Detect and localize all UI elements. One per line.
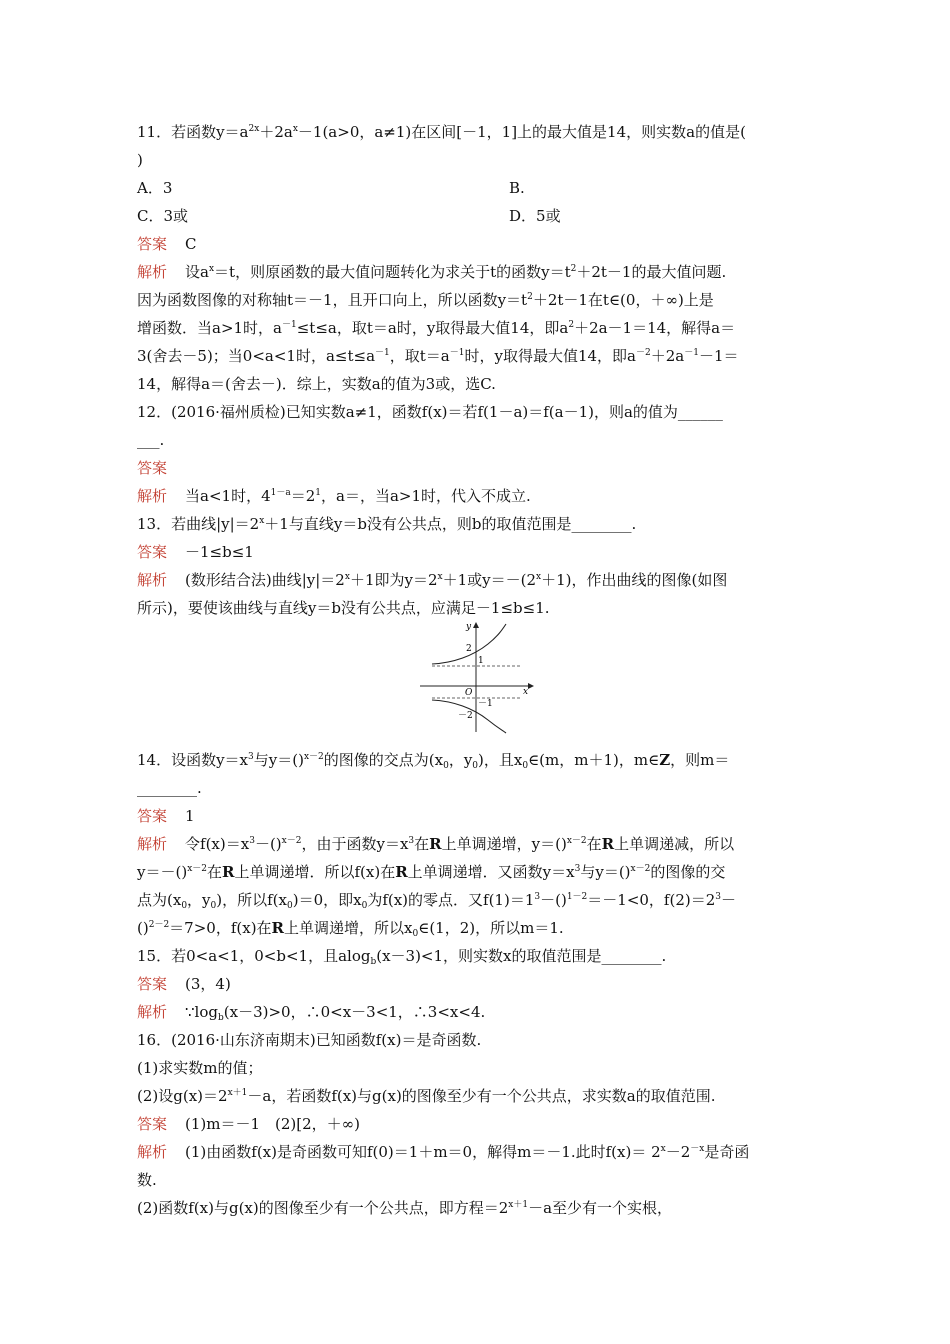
answer-label: 答案 (137, 543, 168, 561)
q16-analysis-line-1: 解析 (1)由函数f(x)是奇函数可知f(0)＝1＋m＝0，解得m＝－1.此时$f(x)= 2^x-2^{-x}$是奇函 (137, 1143, 750, 1161)
q16-part-2: (2)设$g(x)=2^{x+1}-a$，若函数f(x)与g(x)的图像至少有一个公共点，求实数a的取值范围. (137, 1087, 716, 1105)
q14-stem: 14．设函数$y=x^3$与y＝()$^{x-2}$的图像的交点为($x_0$，$y_0$)，且$x_0\in(m$，m＋1)，m∈Z，则m＝ (137, 751, 730, 771)
q11-option-b: B. (509, 179, 525, 197)
q15-answer: 答案 (3，4) (137, 975, 231, 993)
x-axis-arrow-icon (528, 683, 534, 689)
q14-answer: 答案 1 (137, 807, 195, 825)
q16-analysis-line-2: 数. (137, 1171, 157, 1189)
q14-analysis-line-3: 点为($x_0$，$y_0$)，所以$f(x_0)=0$，即$x_0$为f(x)的零点．又$f(1)=1^3-()^{1-2}=-1<0$，$f(2)=2^3-$ (137, 891, 737, 911)
q16-analysis-line-3: (2)函数f(x)与g(x)的图像至少有一个公共点，即方程$=2^{x+1}-a$至少有一个实根， (137, 1199, 673, 1217)
q14-analysis-line-4: ()$^{2-2}$＝7>0，f(x)在R上单调递增，所以$x_0\in(1$，2)，所以m＝1. (137, 919, 564, 939)
q15-stem: 15．若0<a<1，0<b<1，且alog$_b$(x－3)<1，则实数x的取值范围是________. (137, 947, 667, 967)
q14-analysis-line-1: 解析 令$f(x)=x^3-()^{x-2}$，由于函数$y=x^3$在R上单调递增，y＝()$^{x-2}$在R上单调递减，所以 (137, 835, 735, 853)
q11-analysis-line-4: 3(舍去－5)；当0<a<1时，$a\le t\le a^{-1}$，取$t=a^{-1}$时，y取得最大值14，即$a^{-2}+2a^{-1}-1=$ (137, 347, 739, 365)
q12-stem: 12．(2016·福州质检)已知实数a≠1，函数f(x)＝若f(1－a)＝f(a－1)，则a的值为______ (137, 403, 723, 421)
analysis-label: 解析 (137, 1143, 168, 1161)
q13-stem: 13．若曲线$|y|=2^x+1$与直线y＝b没有公共点，则b的取值范围是________. (137, 515, 637, 533)
answer-label: 答案 (137, 975, 168, 993)
q11-stem-close: ) (137, 151, 143, 169)
analysis-label: 解析 (137, 1003, 168, 1021)
analysis-label: 解析 (137, 263, 168, 281)
tick-minus-1: －1 (478, 699, 493, 709)
q13-answer: 答案 －1≤b≤1 (137, 543, 254, 561)
q11-answer: 答案 C (137, 235, 197, 253)
q12-answer (137, 458, 185, 478)
q11-analysis-line-3: 增函数．当a>1时，$a^{-1}\le t\le a$，取t＝a时，y取得最大值14，即$a^2+2a-1=14$，解得a＝ (137, 319, 736, 337)
q13-analysis-line-1: 解析 (数形结合法)曲线$|y|=2^x+1$即为$y=2^x+1$或$y=-(2^x+1)$，作出曲线的图像(如图 (137, 571, 728, 589)
q14-stem-cont: ________. (137, 779, 202, 797)
q16-stem: 16．(2016·山东济南期末)已知函数f(x)＝是奇函数. (137, 1031, 482, 1049)
q14-analysis-line-2: y＝－()$^{x-2}$在R上单调递增．所以f(x)在R上单调递增．又函数$y=x^3$与y＝()$^{x-2}$的图像的交 (137, 863, 726, 881)
q11-stem: 11．若函数$y=a^{2x}+2a^x-1(a>0$，a≠1)在区间[－1，1]上的最大值是14，则实数a的值是( (137, 123, 746, 141)
answer-label: 答案 (137, 1115, 168, 1133)
q11-option-c: C．3或 (137, 207, 189, 225)
q11-option-a: A．3 (137, 179, 173, 197)
analysis-label: 解析 (137, 487, 168, 505)
answer-label: 答案 (137, 807, 168, 825)
x-axis-label: x (523, 687, 529, 697)
q11-analysis-line-2: 因为函数图像的对称轴t＝－1，且开口向上，所以函数$y=t^2+2t-1$在t∈(0，＋∞)上是 (137, 291, 714, 309)
y-axis-arrow-icon (473, 622, 479, 628)
q12-stem-cont: ___. (137, 431, 165, 449)
q13-graph (418, 620, 534, 735)
tick-1: 1 (478, 656, 484, 666)
q16-part-1: (1)求实数m的值； (137, 1059, 263, 1077)
y-axis-label: y (466, 622, 472, 632)
answer-label: 答案 (137, 459, 168, 477)
tick-minus-2: －2 (458, 711, 473, 721)
q11-option-d: D．5或 (509, 207, 561, 225)
q16-answer: 答案 (1)m＝－1 (2)[2，＋∞) (137, 1115, 361, 1133)
q11-analysis-line-1: 解析 设$a^x=t$，则原函数的最大值问题转化为求关于t的函数$y=t^2+2t-1$的最大值问题. (137, 263, 727, 281)
q12-analysis: 解析 当a<1时，$4^{1-a}=2^1$，a＝，当a>1时，代入不成立. (137, 487, 531, 505)
q15-analysis: 解析 $\because\log_b(x-3)>0$，∴0<x－3<1，∴3<x<4. (137, 1003, 486, 1023)
q11-analysis-line-5: 14，解得a＝(舍去－)．综上，实数a的值为3或，选C. (137, 375, 496, 393)
origin-label: O (465, 688, 473, 698)
answer-label: 答案 (137, 235, 168, 253)
analysis-label: 解析 (137, 835, 168, 853)
q13-analysis-line-2: 所示)，要使该曲线与直线y＝b没有公共点，应满足－1≤b≤1. (137, 599, 550, 617)
analysis-label: 解析 (137, 571, 168, 589)
tick-2: 2 (466, 644, 472, 654)
